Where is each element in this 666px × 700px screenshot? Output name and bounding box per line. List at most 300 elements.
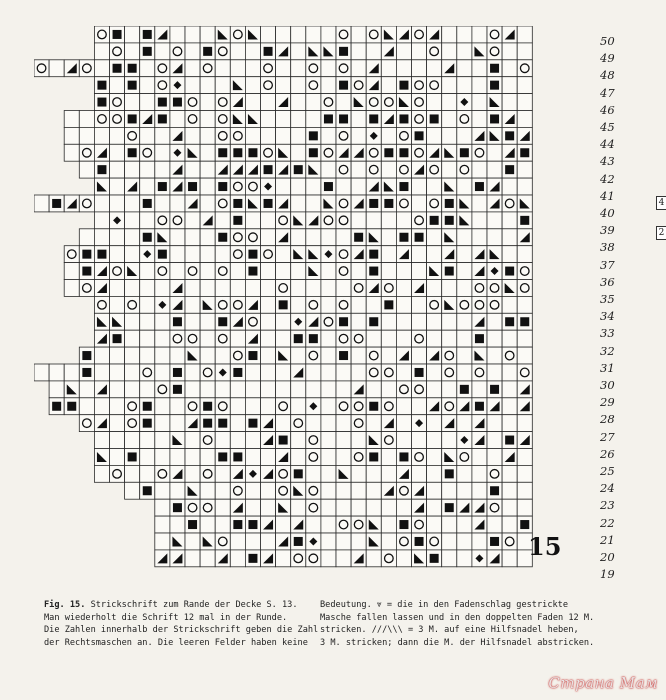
chart-cell (502, 415, 517, 432)
chart-cell (487, 178, 502, 195)
chart-cell (94, 127, 109, 144)
chart-cell (502, 465, 517, 482)
caption-line: Fig. 15. Strickschrift zum Rande der Decke S. 13. (44, 600, 298, 610)
row-number: 41 (600, 188, 615, 203)
chart-cell (170, 246, 185, 263)
chart-cell (94, 330, 109, 347)
chart-cell (155, 296, 170, 313)
chart-cell (472, 43, 487, 60)
chart-cell (381, 212, 396, 229)
chart-cell (351, 178, 366, 195)
chart-cell (502, 246, 517, 263)
chart-cell (94, 212, 109, 229)
chart-cell (125, 330, 140, 347)
chart-cell (170, 482, 185, 499)
chart-cell (215, 127, 230, 144)
chart-cell (125, 60, 140, 77)
chart-cell (457, 178, 472, 195)
chart-cell (502, 499, 517, 516)
chart-cell (351, 26, 366, 43)
chart-cell (366, 381, 381, 398)
chart-cell (336, 161, 351, 178)
chart-cell (200, 127, 215, 144)
chart-cell (245, 77, 260, 94)
chart-cell (487, 26, 502, 43)
chart-cell (336, 499, 351, 516)
chart-cell (396, 499, 411, 516)
chart-cell (321, 432, 336, 449)
chart-cell (442, 415, 457, 432)
chart-cell (321, 280, 336, 297)
chart-cell (94, 77, 109, 94)
chart-cell (412, 330, 427, 347)
chart-cell (140, 229, 155, 246)
chart-cell (457, 280, 472, 297)
chart-cell (336, 550, 351, 567)
row-number: 37 (600, 257, 615, 272)
chart-cell (200, 229, 215, 246)
chart-cell (155, 263, 170, 280)
chart-cell (487, 364, 502, 381)
chart-cell (442, 499, 457, 516)
chart-cell (517, 212, 532, 229)
chart-cell (140, 449, 155, 466)
chart-cell (412, 161, 427, 178)
chart-cell (306, 161, 321, 178)
chart-cell (336, 111, 351, 128)
chart-cell (306, 212, 321, 229)
chart-cell (291, 144, 306, 161)
chart-cell (336, 94, 351, 111)
chart-cell (381, 144, 396, 161)
chart-cell (351, 432, 366, 449)
chart-cell (215, 432, 230, 449)
chart-cell (442, 60, 457, 77)
chart-cell (472, 465, 487, 482)
chart-cell (230, 550, 245, 567)
chart-cell (215, 449, 230, 466)
chart-cell (261, 533, 276, 550)
chart-cell (155, 246, 170, 263)
chart-cell (351, 229, 366, 246)
chart-cell (185, 263, 200, 280)
chart-cell (276, 296, 291, 313)
chart-cell (412, 499, 427, 516)
chart-cell (472, 347, 487, 364)
chart-cell (517, 229, 532, 246)
chart-cell (140, 263, 155, 280)
chart-cell (502, 381, 517, 398)
chart-cell (487, 516, 502, 533)
chart-cell (321, 330, 336, 347)
chart-cell (487, 415, 502, 432)
chart-cell (185, 195, 200, 212)
chart-cell (517, 347, 532, 364)
chart-cell (230, 415, 245, 432)
row-number: 19 (600, 567, 615, 582)
chart-cell (245, 364, 260, 381)
chart-cell (79, 144, 94, 161)
chart-cell (110, 94, 125, 111)
chart-cell (472, 229, 487, 246)
chart-cell (140, 381, 155, 398)
chart-cell (366, 415, 381, 432)
chart-cell (502, 449, 517, 466)
chart-cell (200, 533, 215, 550)
chart-cell (306, 482, 321, 499)
chart-cell (442, 161, 457, 178)
chart-cell (487, 111, 502, 128)
chart-cell (472, 246, 487, 263)
chart-cell (94, 111, 109, 128)
chart-cell (517, 60, 532, 77)
chart-cell (140, 94, 155, 111)
chart-cell (396, 516, 411, 533)
chart-cell (110, 296, 125, 313)
chart-cell (502, 195, 517, 212)
chart-cell (487, 60, 502, 77)
chart-cell (321, 313, 336, 330)
chart-cell (170, 195, 185, 212)
chart-cell (245, 415, 260, 432)
chart-cell (140, 127, 155, 144)
chart-cell (230, 381, 245, 398)
chart-cell (381, 550, 396, 567)
chart-cell (457, 482, 472, 499)
chart-cell (110, 195, 125, 212)
chart-cell (291, 94, 306, 111)
chart-cell (215, 212, 230, 229)
chart-cell (215, 330, 230, 347)
chart-cell (125, 280, 140, 297)
chart-cell (276, 195, 291, 212)
chart-cell (110, 77, 125, 94)
chart-cell (245, 381, 260, 398)
chart-cell (125, 296, 140, 313)
chart-cell (427, 127, 442, 144)
row-number: 50 (600, 34, 615, 48)
chart-cell (517, 313, 532, 330)
chart-cell (170, 280, 185, 297)
chart-cell (200, 161, 215, 178)
chart-cell (245, 280, 260, 297)
chart-cell (230, 144, 245, 161)
chart-cell (64, 263, 79, 280)
chart-cell (170, 465, 185, 482)
chart-cell (381, 127, 396, 144)
chart-cell (502, 313, 517, 330)
chart-cell (110, 229, 125, 246)
chart-cell (245, 465, 260, 482)
chart-cell (94, 161, 109, 178)
chart-cell (170, 364, 185, 381)
chart-cell (140, 77, 155, 94)
chart-cell (215, 381, 230, 398)
chart-cell (381, 111, 396, 128)
chart-cell (306, 347, 321, 364)
chart-cell (245, 246, 260, 263)
chart-cell (472, 111, 487, 128)
chart-cell (200, 144, 215, 161)
chart-cell (427, 449, 442, 466)
chart-cell (110, 432, 125, 449)
chart-cell (155, 482, 170, 499)
row-number: 25 (600, 464, 615, 478)
chart-cell (412, 111, 427, 128)
chart-cell (321, 212, 336, 229)
chart-cell (517, 178, 532, 195)
chart-cell (306, 432, 321, 449)
chart-cell (412, 144, 427, 161)
chart-cell (110, 449, 125, 466)
chart-cell (291, 296, 306, 313)
chart-cell (261, 432, 276, 449)
chart-cell (517, 516, 532, 533)
chart-cell (457, 449, 472, 466)
chart-cell (396, 111, 411, 128)
chart-cell (321, 347, 336, 364)
chart-cell (472, 449, 487, 466)
chart-cell (381, 398, 396, 415)
chart-cell (487, 43, 502, 60)
chart-cell (457, 499, 472, 516)
chart-cell (94, 347, 109, 364)
chart-cell (457, 161, 472, 178)
chart-cell (366, 398, 381, 415)
chart-cell (396, 398, 411, 415)
chart-cell (442, 229, 457, 246)
chart-cell (276, 94, 291, 111)
chart-cell (457, 381, 472, 398)
chart-cell (230, 212, 245, 229)
chart-cell (487, 144, 502, 161)
row-number: 20 (600, 550, 615, 564)
chart-cell (125, 77, 140, 94)
caption-line: der Rechtsmaschen an. Die leeren Felder haben keine (44, 637, 308, 648)
chart-cell (517, 381, 532, 398)
chart-cell (457, 330, 472, 347)
chart-cell (291, 263, 306, 280)
chart-cell (442, 246, 457, 263)
chart-cell (366, 280, 381, 297)
chart-cell (472, 161, 487, 178)
chart-cell (230, 465, 245, 482)
chart-cell (200, 415, 215, 432)
chart-cell (245, 212, 260, 229)
chart-cell (155, 347, 170, 364)
chart-cell (442, 516, 457, 533)
chart-cell (185, 94, 200, 111)
chart-cell (291, 533, 306, 550)
chart-cell (261, 144, 276, 161)
chart-cell (110, 127, 125, 144)
chart-cell (276, 381, 291, 398)
chart-cell (94, 263, 109, 280)
chart-cell (215, 398, 230, 415)
chart-cell (261, 381, 276, 398)
chart-cell (215, 516, 230, 533)
chart-cell (442, 364, 457, 381)
chart-cell (487, 229, 502, 246)
chart-cell (200, 465, 215, 482)
chart-cell (472, 381, 487, 398)
chart-cell (155, 313, 170, 330)
chart-cell (427, 398, 442, 415)
chart-cell (79, 364, 94, 381)
chart-cell (155, 229, 170, 246)
row-number: 47 (600, 85, 615, 100)
chart-cell (276, 263, 291, 280)
chart-cell (94, 465, 109, 482)
chart-cell (110, 364, 125, 381)
chart-cell (200, 77, 215, 94)
chart-cell (276, 212, 291, 229)
chart-cell (200, 296, 215, 313)
chart-cell (245, 229, 260, 246)
chart-cell (351, 550, 366, 567)
knitting-chart (34, 26, 574, 582)
row-number: 27 (600, 429, 615, 444)
chart-cell (381, 94, 396, 111)
chart-cell (276, 465, 291, 482)
chart-cell (185, 398, 200, 415)
chart-cell (200, 195, 215, 212)
caption-right (320, 599, 595, 649)
chart-cell (427, 465, 442, 482)
chart-cell (366, 246, 381, 263)
chart-cell (64, 111, 79, 128)
chart-cell (381, 246, 396, 263)
chart-cell (351, 449, 366, 466)
chart-cell (457, 364, 472, 381)
chart-cell (110, 398, 125, 415)
chart-cell (230, 195, 245, 212)
chart-cell (412, 550, 427, 567)
chart-cell (230, 330, 245, 347)
chart-cell (79, 280, 94, 297)
chart-cell (502, 94, 517, 111)
chart-cell (306, 465, 321, 482)
chart-cell (351, 144, 366, 161)
chart-cell (110, 111, 125, 128)
chart-cell (381, 195, 396, 212)
chart-cell (215, 144, 230, 161)
chart-cell (321, 465, 336, 482)
chart-cell (306, 246, 321, 263)
chart-cell (517, 465, 532, 482)
chart-cell (140, 144, 155, 161)
chart-cell (306, 77, 321, 94)
chart-cell (442, 178, 457, 195)
chart-cell (321, 111, 336, 128)
chart-cell (170, 296, 185, 313)
chart-cell (276, 550, 291, 567)
chart-cell (396, 60, 411, 77)
chart-cell (442, 280, 457, 297)
chart-cell (64, 144, 79, 161)
chart-cell (64, 280, 79, 297)
row-number: 35 (600, 292, 615, 306)
chart-cell (261, 415, 276, 432)
chart-cell (472, 212, 487, 229)
chart-cell (185, 77, 200, 94)
chart-cell (261, 330, 276, 347)
chart-cell (276, 482, 291, 499)
chart-cell (487, 465, 502, 482)
chart-cell (472, 263, 487, 280)
chart-cell (245, 263, 260, 280)
chart-cell (306, 313, 321, 330)
chart-cell (502, 296, 517, 313)
chart-cell (94, 432, 109, 449)
chart-cell (261, 296, 276, 313)
chart-cell (502, 398, 517, 415)
chart-cell (517, 482, 532, 499)
chart-cell (215, 499, 230, 516)
chart-cell (306, 296, 321, 313)
chart-cell (94, 398, 109, 415)
row-number: 43 (600, 154, 615, 169)
chart-cell (291, 550, 306, 567)
chart-cell (200, 280, 215, 297)
chart-cell (125, 94, 140, 111)
chart-cell (472, 296, 487, 313)
chart-cell (261, 77, 276, 94)
chart-cell (215, 161, 230, 178)
chart-cell (110, 280, 125, 297)
chart-cell (396, 296, 411, 313)
chart-cell (245, 94, 260, 111)
chart-cell (276, 364, 291, 381)
chart-cell (215, 465, 230, 482)
chart-cell (155, 280, 170, 297)
row-number: 23 (600, 498, 615, 513)
chart-cell (442, 398, 457, 415)
chart-cell (427, 533, 442, 550)
chart-cell (396, 246, 411, 263)
chart-cell (261, 60, 276, 77)
chart-cell (261, 364, 276, 381)
chart-cell (366, 144, 381, 161)
chart-cell (170, 550, 185, 567)
chart-cell (351, 77, 366, 94)
chart-cell (261, 347, 276, 364)
chart-cell (125, 43, 140, 60)
chart-cell (321, 144, 336, 161)
row-number: 31 (600, 360, 615, 375)
chart-cell (276, 415, 291, 432)
chart-cell (487, 482, 502, 499)
chart-cell (170, 381, 185, 398)
chart-cell (351, 127, 366, 144)
chart-cell (291, 364, 306, 381)
chart-cell (502, 77, 517, 94)
chart-cell (64, 60, 79, 77)
chart-cell (517, 161, 532, 178)
chart-cell (276, 280, 291, 297)
chart-cell (412, 280, 427, 297)
chart-cell (185, 533, 200, 550)
chart-cell (155, 77, 170, 94)
chart-cell (64, 246, 79, 263)
chart-cell (517, 127, 532, 144)
chart-cell (472, 398, 487, 415)
row-number: 44 (600, 137, 615, 152)
chart-cell (170, 144, 185, 161)
chart-cell (276, 449, 291, 466)
chart-cell (276, 330, 291, 347)
row-number: 33 (600, 326, 615, 341)
